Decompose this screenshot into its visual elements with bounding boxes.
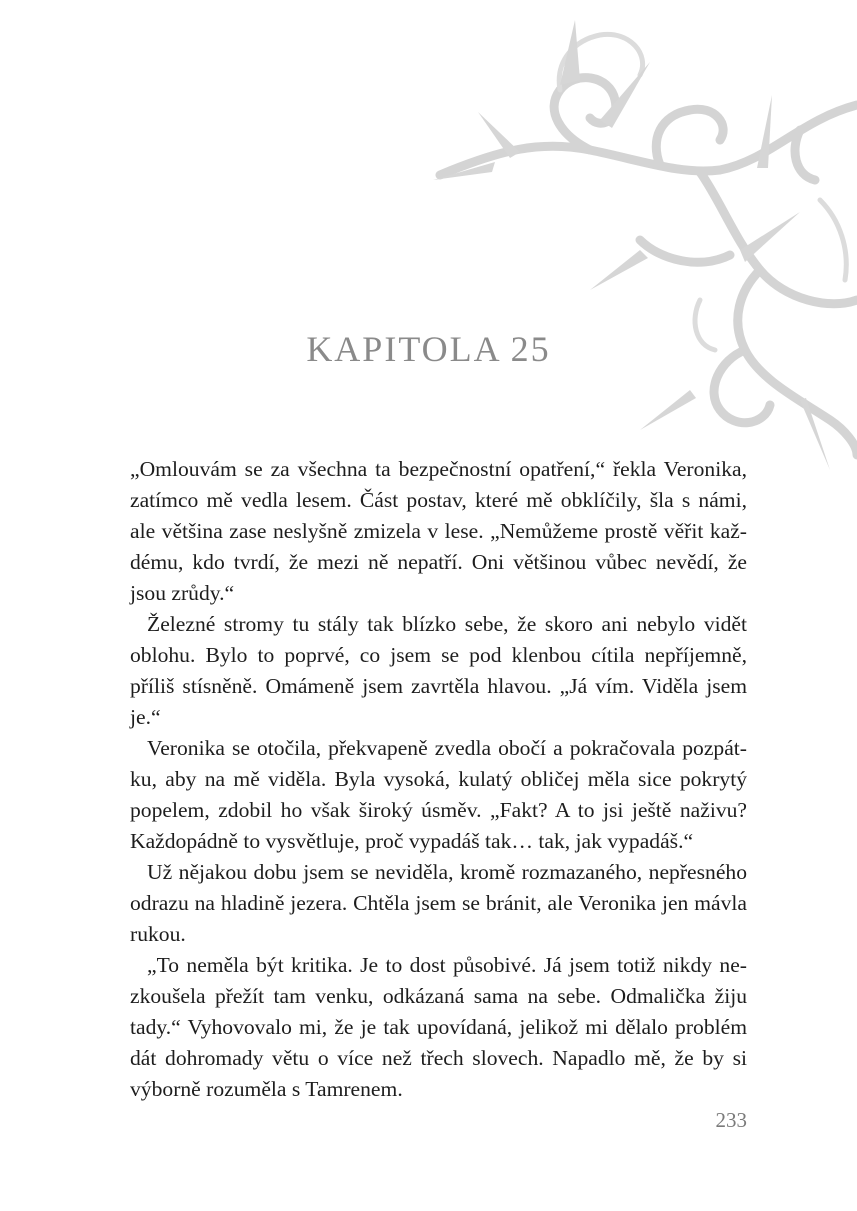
paragraph: Železné stromy tu stály tak blízko sebe, že skoro ani nebylo vidět oblohu. Bylo to poprvé, co jsem se pod klenbou cítila nepříjemně, příliš stísněně. Omámeně jsem zavrtěla hlavou. „Já vím. Viděla jsem je.“ xyxy=(130,612,747,729)
body-text xyxy=(130,454,747,1105)
chapter-title: KAPITOLA 25 xyxy=(306,329,551,369)
paragraph: Veronika se otočila, překvapeně zvedla obočí a pokračovala pozpátku, aby na mě viděla. Byla vysoká, kulatý obličej měla sice pokrytý popelem, zdobil ho však široký úsměv. „Fakt? A to jsi ještě naživu? Každopádně to vysvětluje, proč vypadáš tak… tak, jak vypadáš.“ xyxy=(130,736,747,853)
page-number: 233 xyxy=(715,1108,747,1132)
decorative-vine-ornament xyxy=(0,0,857,480)
paragraph: „Omlouvám se za všechna ta bezpečnostní opatření,“ řekla Veronika, zatímco mě vedla lesem. Část postav, které mě obklíčily, šla s námi, ale většina zase neslyšně zmizela v lese. „Nemůžeme prostě věřit každému, kdo tvrdí, že mezi ně nepatří. Oni většinou vůbec nevědí, že jsou zrůdy.“ xyxy=(130,457,747,605)
paragraph: „To neměla být kritika. Je to dost působivé. Já jsem totiž nikdy nezkoušela přežít tam venku, odkázaná sama na sebe. Odmalička žiju tady.“ Vyhovovalo mi, že je tak upovídaná, jelikož mi dělalo problém dát dohromady větu o více než třech slovech. Napadlo mě, že by si výborně rozuměla s Tamrenem. xyxy=(130,953,747,1101)
paragraph: Už nějakou dobu jsem se neviděla, kromě rozmazaného, nepřesného odrazu na hladině jezera. Chtěla jsem se bránit, ale Veronika jen mávla rukou. xyxy=(130,860,747,946)
